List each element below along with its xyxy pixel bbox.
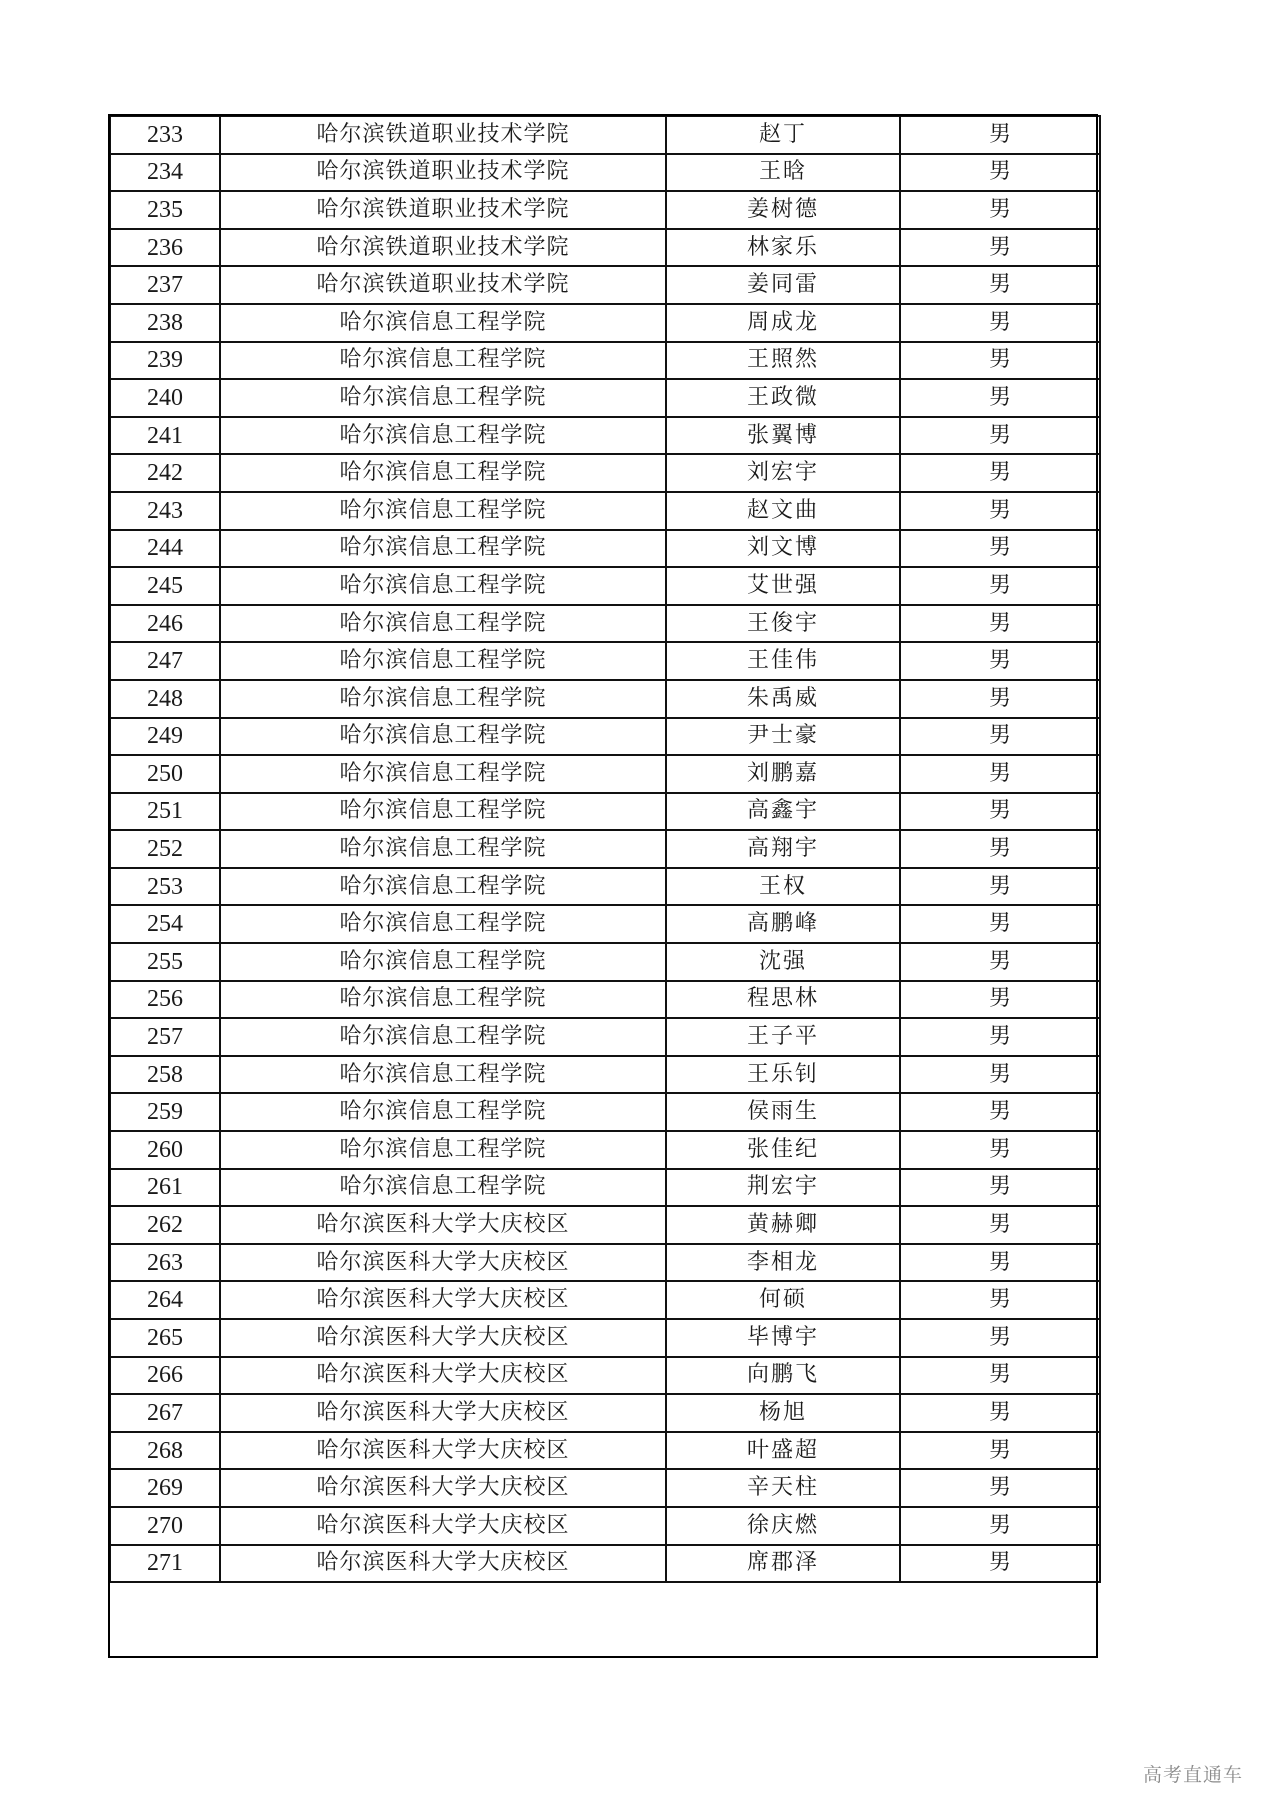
cell-number: 253 <box>110 868 220 906</box>
cell-number: 264 <box>110 1281 220 1319</box>
cell-number: 265 <box>110 1319 220 1357</box>
cell-gender: 男 <box>900 530 1100 568</box>
cell-school: 哈尔滨医科大学大庆校区 <box>220 1206 666 1244</box>
cell-gender: 男 <box>900 304 1100 342</box>
cell-gender: 男 <box>900 718 1100 756</box>
cell-gender: 男 <box>900 905 1100 943</box>
table-row <box>110 868 1100 906</box>
cell-school: 哈尔滨信息工程学院 <box>220 1131 666 1169</box>
cell-name: 徐庆燃 <box>666 1507 900 1545</box>
cell-school: 哈尔滨信息工程学院 <box>220 793 666 831</box>
cell-name: 姜同雷 <box>666 266 900 304</box>
cell-school: 哈尔滨信息工程学院 <box>220 943 666 981</box>
table-row <box>110 191 1100 229</box>
cell-gender: 男 <box>900 1093 1100 1131</box>
cell-gender: 男 <box>900 567 1100 605</box>
cell-name: 王子平 <box>666 1018 900 1056</box>
cell-number: 237 <box>110 266 220 304</box>
cell-school: 哈尔滨信息工程学院 <box>220 680 666 718</box>
cell-number: 249 <box>110 718 220 756</box>
cell-school: 哈尔滨信息工程学院 <box>220 492 666 530</box>
table-row <box>110 1507 1100 1545</box>
cell-school: 哈尔滨信息工程学院 <box>220 417 666 455</box>
cell-gender: 男 <box>900 1545 1100 1583</box>
table-row <box>110 1394 1100 1432</box>
cell-number: 257 <box>110 1018 220 1056</box>
cell-name: 刘宏宇 <box>666 454 900 492</box>
table-row <box>110 1244 1100 1282</box>
cell-gender: 男 <box>900 266 1100 304</box>
table-row <box>110 943 1100 981</box>
cell-name: 何硕 <box>666 1281 900 1319</box>
cell-school: 哈尔滨医科大学大庆校区 <box>220 1545 666 1583</box>
cell-name: 王俊宇 <box>666 605 900 643</box>
cell-school: 哈尔滨信息工程学院 <box>220 1093 666 1131</box>
cell-number: 234 <box>110 154 220 192</box>
cell-name: 姜树德 <box>666 191 900 229</box>
cell-number: 250 <box>110 755 220 793</box>
cell-name: 向鹏飞 <box>666 1357 900 1395</box>
table-row <box>110 1131 1100 1169</box>
cell-school: 哈尔滨医科大学大庆校区 <box>220 1394 666 1432</box>
cell-school: 哈尔滨信息工程学院 <box>220 342 666 380</box>
cell-name: 赵文曲 <box>666 492 900 530</box>
cell-gender: 男 <box>900 793 1100 831</box>
cell-gender: 男 <box>900 454 1100 492</box>
cell-school: 哈尔滨医科大学大庆校区 <box>220 1507 666 1545</box>
cell-school: 哈尔滨信息工程学院 <box>220 454 666 492</box>
cell-number: 269 <box>110 1469 220 1507</box>
table-row <box>110 342 1100 380</box>
cell-number: 261 <box>110 1169 220 1207</box>
cell-gender: 男 <box>900 830 1100 868</box>
cell-gender: 男 <box>900 1394 1100 1432</box>
cell-name: 朱禹威 <box>666 680 900 718</box>
cell-name: 程思林 <box>666 981 900 1019</box>
cell-gender: 男 <box>900 868 1100 906</box>
cell-school: 哈尔滨信息工程学院 <box>220 755 666 793</box>
table-row <box>110 417 1100 455</box>
cell-number: 235 <box>110 191 220 229</box>
cell-name: 张佳纪 <box>666 1131 900 1169</box>
roster-table-body <box>110 116 1100 1582</box>
table-row <box>110 379 1100 417</box>
cell-name: 叶盛超 <box>666 1432 900 1470</box>
cell-gender: 男 <box>900 755 1100 793</box>
cell-school: 哈尔滨信息工程学院 <box>220 1018 666 1056</box>
table-row <box>110 1319 1100 1357</box>
cell-gender: 男 <box>900 1131 1100 1169</box>
cell-school: 哈尔滨信息工程学院 <box>220 718 666 756</box>
table-row <box>110 1545 1100 1583</box>
cell-school: 哈尔滨信息工程学院 <box>220 567 666 605</box>
cell-number: 256 <box>110 981 220 1019</box>
cell-number: 241 <box>110 417 220 455</box>
cell-name: 刘鹏嘉 <box>666 755 900 793</box>
cell-number: 233 <box>110 116 220 154</box>
cell-school: 哈尔滨铁道职业技术学院 <box>220 191 666 229</box>
cell-number: 248 <box>110 680 220 718</box>
cell-gender: 男 <box>900 1018 1100 1056</box>
cell-name: 侯雨生 <box>666 1093 900 1131</box>
cell-school: 哈尔滨信息工程学院 <box>220 304 666 342</box>
cell-name: 刘文博 <box>666 530 900 568</box>
table-row <box>110 1018 1100 1056</box>
cell-name: 高鹏峰 <box>666 905 900 943</box>
cell-gender: 男 <box>900 379 1100 417</box>
cell-school: 哈尔滨信息工程学院 <box>220 642 666 680</box>
cell-number: 263 <box>110 1244 220 1282</box>
cell-name: 李相龙 <box>666 1244 900 1282</box>
cell-name: 席郡泽 <box>666 1545 900 1583</box>
cell-name: 辛天柱 <box>666 1469 900 1507</box>
cell-school: 哈尔滨信息工程学院 <box>220 530 666 568</box>
cell-gender: 男 <box>900 229 1100 267</box>
cell-gender: 男 <box>900 680 1100 718</box>
cell-gender: 男 <box>900 943 1100 981</box>
cell-number: 260 <box>110 1131 220 1169</box>
cell-school: 哈尔滨信息工程学院 <box>220 830 666 868</box>
cell-gender: 男 <box>900 1319 1100 1357</box>
cell-school: 哈尔滨信息工程学院 <box>220 868 666 906</box>
cell-school: 哈尔滨医科大学大庆校区 <box>220 1357 666 1395</box>
cell-gender: 男 <box>900 342 1100 380</box>
cell-school: 哈尔滨医科大学大庆校区 <box>220 1244 666 1282</box>
cell-school: 哈尔滨信息工程学院 <box>220 605 666 643</box>
table-row <box>110 154 1100 192</box>
table-row <box>110 1281 1100 1319</box>
table-row <box>110 454 1100 492</box>
cell-school: 哈尔滨铁道职业技术学院 <box>220 266 666 304</box>
cell-name: 张翼博 <box>666 417 900 455</box>
cell-number: 271 <box>110 1545 220 1583</box>
roster-table <box>109 115 1101 1583</box>
cell-name: 荆宏宇 <box>666 1169 900 1207</box>
cell-school: 哈尔滨信息工程学院 <box>220 1056 666 1094</box>
cell-school: 哈尔滨医科大学大庆校区 <box>220 1281 666 1319</box>
cell-school: 哈尔滨信息工程学院 <box>220 905 666 943</box>
cell-school: 哈尔滨医科大学大庆校区 <box>220 1319 666 1357</box>
table-row <box>110 1469 1100 1507</box>
cell-name: 王照然 <box>666 342 900 380</box>
table-row <box>110 1169 1100 1207</box>
cell-number: 240 <box>110 379 220 417</box>
cell-number: 244 <box>110 530 220 568</box>
table-row <box>110 266 1100 304</box>
table-row <box>110 530 1100 568</box>
table-row <box>110 680 1100 718</box>
cell-number: 266 <box>110 1357 220 1395</box>
cell-gender: 男 <box>900 191 1100 229</box>
table-row <box>110 1357 1100 1395</box>
cell-name: 王晗 <box>666 154 900 192</box>
cell-number: 262 <box>110 1206 220 1244</box>
cell-number: 268 <box>110 1432 220 1470</box>
cell-name: 赵丁 <box>666 116 900 154</box>
cell-number: 246 <box>110 605 220 643</box>
table-row <box>110 830 1100 868</box>
cell-gender: 男 <box>900 1281 1100 1319</box>
cell-name: 高翔宇 <box>666 830 900 868</box>
cell-gender: 男 <box>900 642 1100 680</box>
table-row <box>110 1093 1100 1131</box>
cell-school: 哈尔滨信息工程学院 <box>220 1169 666 1207</box>
cell-name: 高鑫宇 <box>666 793 900 831</box>
table-row <box>110 229 1100 267</box>
cell-number: 259 <box>110 1093 220 1131</box>
cell-number: 255 <box>110 943 220 981</box>
cell-name: 黄赫卿 <box>666 1206 900 1244</box>
cell-name: 尹士豪 <box>666 718 900 756</box>
table-row <box>110 304 1100 342</box>
cell-gender: 男 <box>900 1469 1100 1507</box>
cell-school: 哈尔滨信息工程学院 <box>220 379 666 417</box>
cell-gender: 男 <box>900 116 1100 154</box>
table-row <box>110 718 1100 756</box>
cell-name: 艾世强 <box>666 567 900 605</box>
cell-gender: 男 <box>900 1507 1100 1545</box>
cell-school: 哈尔滨铁道职业技术学院 <box>220 154 666 192</box>
cell-school: 哈尔滨铁道职业技术学院 <box>220 116 666 154</box>
cell-name: 杨旭 <box>666 1394 900 1432</box>
cell-name: 王权 <box>666 868 900 906</box>
cell-number: 242 <box>110 454 220 492</box>
cell-number: 239 <box>110 342 220 380</box>
watermark-text: 高考直通车 <box>1143 1764 1244 1786</box>
cell-gender: 男 <box>900 1244 1100 1282</box>
cell-number: 236 <box>110 229 220 267</box>
cell-gender: 男 <box>900 1056 1100 1094</box>
cell-name: 林家乐 <box>666 229 900 267</box>
cell-gender: 男 <box>900 605 1100 643</box>
table-row <box>110 642 1100 680</box>
table-row <box>110 755 1100 793</box>
cell-school: 哈尔滨信息工程学院 <box>220 981 666 1019</box>
cell-gender: 男 <box>900 154 1100 192</box>
cell-gender: 男 <box>900 492 1100 530</box>
cell-name: 沈强 <box>666 943 900 981</box>
cell-number: 270 <box>110 1507 220 1545</box>
cell-number: 245 <box>110 567 220 605</box>
cell-number: 243 <box>110 492 220 530</box>
table-row <box>110 905 1100 943</box>
cell-name: 毕博宇 <box>666 1319 900 1357</box>
cell-gender: 男 <box>900 417 1100 455</box>
cell-school: 哈尔滨医科大学大庆校区 <box>220 1469 666 1507</box>
cell-gender: 男 <box>900 1432 1100 1470</box>
table-row <box>110 605 1100 643</box>
table-row <box>110 567 1100 605</box>
cell-name: 王政微 <box>666 379 900 417</box>
cell-number: 238 <box>110 304 220 342</box>
cell-name: 王乐钊 <box>666 1056 900 1094</box>
cell-gender: 男 <box>900 981 1100 1019</box>
cell-gender: 男 <box>900 1357 1100 1395</box>
cell-name: 王佳伟 <box>666 642 900 680</box>
cell-number: 252 <box>110 830 220 868</box>
cell-school: 哈尔滨铁道职业技术学院 <box>220 229 666 267</box>
table-row <box>110 1206 1100 1244</box>
cell-number: 251 <box>110 793 220 831</box>
cell-number: 254 <box>110 905 220 943</box>
cell-number: 247 <box>110 642 220 680</box>
cell-number: 258 <box>110 1056 220 1094</box>
table-row <box>110 1056 1100 1094</box>
table-row <box>110 981 1100 1019</box>
cell-school: 哈尔滨医科大学大庆校区 <box>220 1432 666 1470</box>
cell-name: 周成龙 <box>666 304 900 342</box>
table-row <box>110 1432 1100 1470</box>
cell-gender: 男 <box>900 1169 1100 1207</box>
table-row <box>110 492 1100 530</box>
table-row <box>110 793 1100 831</box>
cell-gender: 男 <box>900 1206 1100 1244</box>
table-row <box>110 116 1100 154</box>
cell-number: 267 <box>110 1394 220 1432</box>
